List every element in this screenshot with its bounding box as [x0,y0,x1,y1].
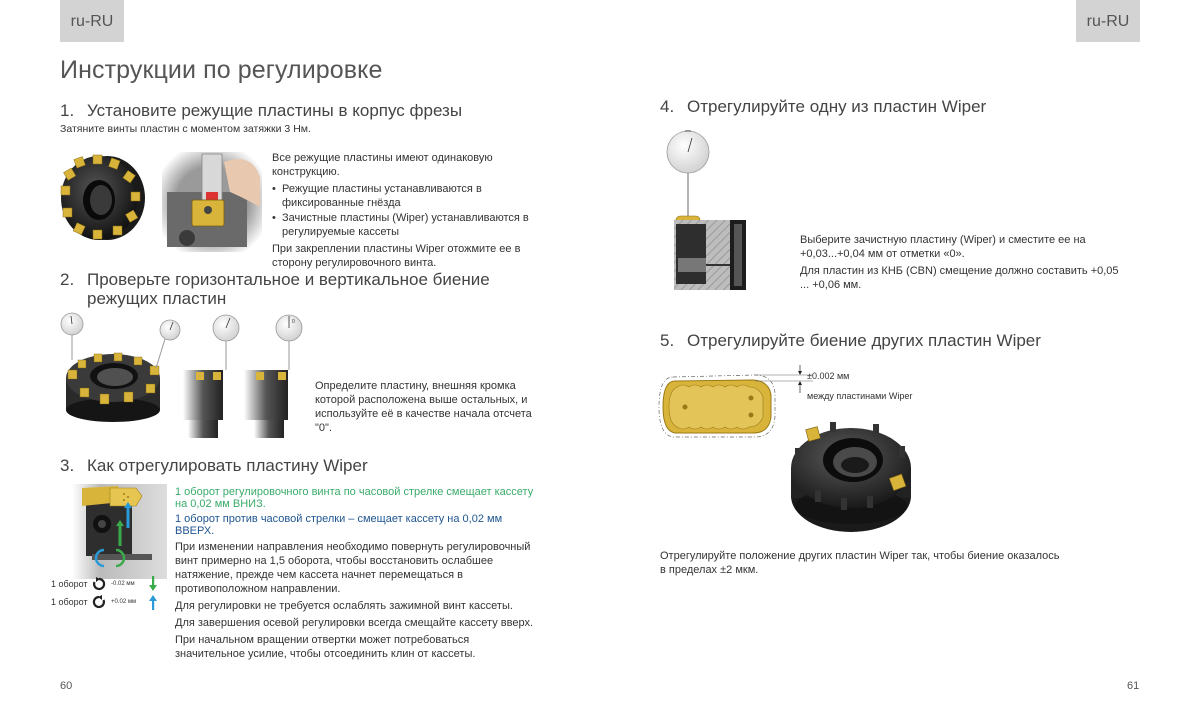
step1-description [272,151,542,273]
step-number: 4. [660,97,675,116]
step1-heading [60,101,462,120]
step-number: 1. [60,101,75,120]
step4-heading [660,97,986,116]
rotation-label: 1 оборот [51,579,88,589]
step4-paragraph-1: Выберите зачистную пластину (Wiper) и сместите ее на +0,03...+0,04 мм от отметки «0». [800,234,1086,260]
dial-gauge-icon [213,315,239,370]
step3-paragraph-1: При изменении направления необходимо повернуть регулировочный винт примерно на 1,5 оборота, чтобы восстановить ослабшее натяжение, прежде чем кассета начнет перемещаться в противоположном направлении. [175,541,531,595]
step1-intro: Все режущие пластины имеют одинаковую конструкцию. [272,152,493,178]
step3-heading [60,456,368,475]
step3-paragraph-4: При начальном вращении отвертки может потребоваться значительное усилие, чтобы отсоединить клин от кассеты. [175,634,476,660]
step1-note: При закреплении пластины Wiper отожмите ее в сторону регулировочного винта. [272,243,521,269]
step1-bullet-list [272,182,542,239]
tolerance-note: между пластинами Wiper [807,391,913,401]
step-title: Как отрегулировать пластину Wiper [87,456,368,475]
rotation-legend-row-counterclockwise [51,593,157,611]
step1-bullet-1: • Режущие пластины устанавливаются в фиксированные гнёзда [272,182,542,210]
step4-paragraph-2: Для пластин из КНБ (CBN) смещение должно составить +0,05 ... +0,06 мм. [800,265,1119,291]
milling-cutter-wiper-image [785,418,915,538]
rotation-label: 1 оборот [51,597,88,607]
rotation-value: -0.02 мм [111,581,135,587]
step-number: 5. [660,331,675,350]
step5-heading [660,331,1041,350]
rotate-clockwise-icon [91,576,107,592]
step-title-line2: режущих пластин [87,289,227,308]
wiper-dial-gauge-image [664,128,754,290]
milling-cutter-image [55,150,150,245]
step3-paragraph-3: Для завершения осевой регулировки всегда смещайте кассету вверх. [175,617,534,629]
step3-description [175,486,535,664]
step1-subtitle: Затяните винты пластин с моментом затяжки 3 Нм. [60,123,311,135]
step5-description: Отрегулируйте положение других пластин Wiper так, чтобы биение оказалось в пределах ±2 мкм. [660,550,1060,576]
step-title: Отрегулируйте одну из пластин Wiper [687,97,987,116]
arrow-down-icon [149,576,157,592]
dial-gauge-icon [61,313,83,360]
rotation-value: +0.02 мм [111,599,137,605]
step1-bullet-2: • Зачистные пластины (Wiper) устанавливаются в регулируемые кассеты [272,211,542,239]
arrow-up-icon [149,594,157,610]
step-title: Установите режущие пластины в корпус фрезы [87,101,463,120]
insert-mounting-closeup-image [162,152,262,252]
rotation-legend-row-clockwise [51,575,157,593]
dial-gauge-icon [156,320,180,368]
dial-gauge-zero-icon [276,315,302,370]
step2-heading [60,270,490,308]
cassette-adjustment-image [72,484,167,579]
language-badge: ru-RU [1076,0,1140,42]
step4-description [800,233,1120,295]
page-number: 61 [1127,680,1140,692]
page-number: 60 [60,680,73,692]
step2-description: Определите пластину, внешняя кромка которой расположена выше остальных, и используйте её в качестве начала отсчета "0". [315,380,532,434]
step-number: 2. [60,270,75,289]
language-badge: ru-RU [60,0,124,42]
step-title-line1: Проверьте горизонтальное и вертикальное биение [87,270,490,289]
rotation-legend [51,575,157,611]
counterclockwise-instruction: 1 оборот против часовой стрелки – смещает кассету на 0,02 мм ВВЕРХ. [175,513,503,537]
clockwise-instruction: 1 оборот регулировочного винта по часовой стрелке смещает кассету на 0,02 мм ВНИЗ. [175,486,534,510]
runout-check-image [58,310,308,438]
svg-text:0: 0 [292,319,295,325]
step3-paragraph-2: Для регулировки не требуется ослаблять зажимной винт кассеты. [175,600,513,612]
tolerance-value: ±0.002 мм [807,371,850,381]
step-title: Отрегулируйте биение других пластин Wiper [687,331,1041,350]
rotate-counterclockwise-icon [91,594,107,610]
page-title: Инструкции по регулировке [60,56,383,84]
dial-gauge-icon [667,130,709,218]
step-number: 3. [60,456,75,475]
right-page [600,0,1200,720]
